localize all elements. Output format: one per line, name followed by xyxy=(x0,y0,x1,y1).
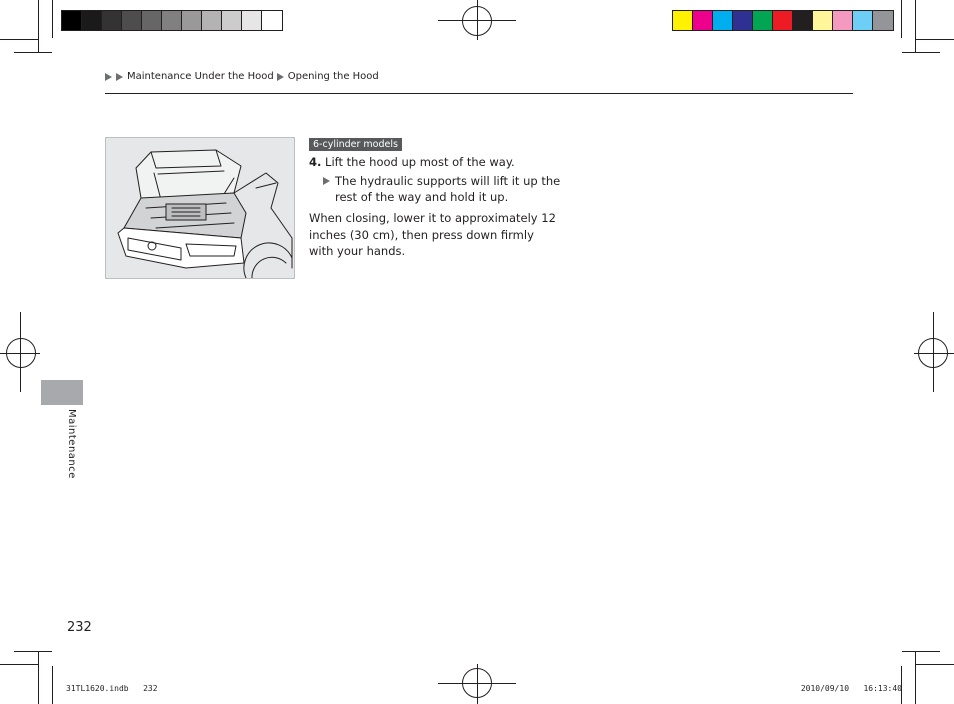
footer-timestamp: 2010/09/10 16:13:40 xyxy=(800,684,902,693)
color-swatch xyxy=(82,11,102,30)
breadcrumb xyxy=(105,71,379,82)
color-swatch xyxy=(142,11,162,30)
crop-mark xyxy=(916,39,954,40)
color-swatch xyxy=(833,11,853,30)
breadcrumb-item: Opening the Hood xyxy=(287,71,379,82)
color-swatch xyxy=(813,11,833,30)
crop-mark xyxy=(52,0,53,38)
model-badge: 6-cylinder models xyxy=(309,138,402,151)
color-swatch xyxy=(262,11,282,30)
color-swatch xyxy=(122,11,142,30)
color-swatch xyxy=(693,11,713,30)
section-tab-label: Maintenance xyxy=(66,409,77,479)
crop-mark xyxy=(901,0,902,38)
step-number: 4. xyxy=(309,155,322,169)
crop-mark xyxy=(933,312,934,392)
closing-paragraph: When closing, lower it to approximately 12 inches (30 cm), then press down firmly with your hands. xyxy=(309,211,556,258)
crop-mark xyxy=(915,652,916,704)
triangle-arrow-icon xyxy=(323,177,330,185)
color-swatch xyxy=(873,11,893,30)
crop-mark xyxy=(902,651,940,652)
car-open-hood-icon xyxy=(106,138,294,278)
crop-mark xyxy=(38,0,39,52)
crop-mark xyxy=(477,664,478,704)
crop-mark xyxy=(20,312,21,392)
grayscale-color-bar xyxy=(61,10,283,31)
sub-point-text: The hydraulic supports will lift it up the rest of the way and hold it up. xyxy=(335,174,561,204)
crop-mark xyxy=(916,664,954,665)
color-swatch xyxy=(242,11,262,30)
color-swatch xyxy=(793,11,813,30)
crop-mark xyxy=(38,652,39,704)
step-text: Lift the hood up most of the way. xyxy=(325,155,515,169)
step-instruction xyxy=(309,154,515,170)
header-rule xyxy=(105,93,853,94)
color-swatch xyxy=(673,11,693,30)
color-swatch xyxy=(853,11,873,30)
color-swatch xyxy=(733,11,753,30)
footer-file-info: 31TL1620.indb 232 xyxy=(66,684,158,693)
color-swatch xyxy=(222,11,242,30)
triangle-arrow-icon xyxy=(105,73,112,81)
triangle-arrow-icon xyxy=(116,73,123,81)
car-open-hood-illustration xyxy=(105,137,295,279)
color-swatch xyxy=(162,11,182,30)
color-swatch xyxy=(182,11,202,30)
crop-mark xyxy=(902,52,940,53)
crop-mark xyxy=(14,651,52,652)
crop-mark xyxy=(0,39,38,40)
page-number: 232 xyxy=(67,620,92,635)
color-swatch xyxy=(753,11,773,30)
crop-mark xyxy=(0,664,38,665)
crop-mark xyxy=(914,353,954,354)
crop-mark xyxy=(14,52,52,53)
breadcrumb-item: Maintenance Under the Hood xyxy=(127,71,274,82)
crop-mark xyxy=(915,0,916,52)
triangle-arrow-icon xyxy=(277,73,284,81)
color-swatch xyxy=(773,11,793,30)
color-swatch xyxy=(102,11,122,30)
crop-mark xyxy=(477,0,478,40)
color-swatch xyxy=(202,11,222,30)
section-tab xyxy=(41,380,83,405)
sub-point xyxy=(323,173,563,205)
process-color-bar xyxy=(672,10,894,31)
color-swatch xyxy=(713,11,733,30)
crop-mark xyxy=(52,666,53,704)
color-swatch xyxy=(62,11,82,30)
